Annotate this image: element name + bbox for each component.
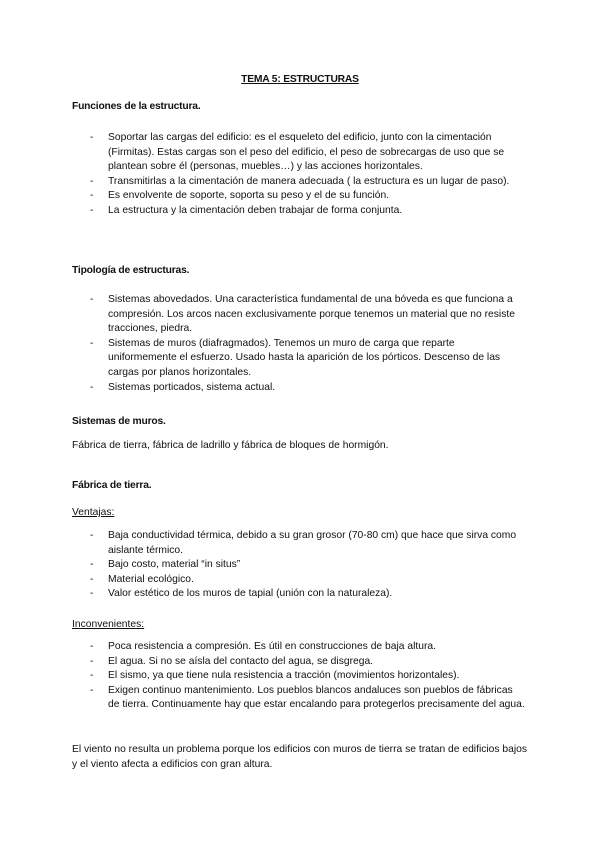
list-item: - Baja conductividad térmica, debido a su gran grosor (70-80 cm) que hace que sirva como aislante térmico. bbox=[90, 529, 526, 558]
heading-fabrica-tierra: Fábrica de tierra. bbox=[72, 480, 152, 491]
list-funciones bbox=[90, 131, 526, 219]
list-item: - Valor estético de los muros de tapial (unión con la naturaleza). bbox=[90, 587, 526, 602]
list-item: - Sistemas de muros (diafragmados). Tenemos un muro de carga que reparte uniformemente el esfuerzo. Usado hasta la aparición de los pórticos. Descenso de las cargas por planos horizontales. bbox=[90, 337, 526, 381]
list-item: - Sistemas porticados, sistema actual. bbox=[90, 381, 526, 396]
list-tipologia bbox=[90, 293, 526, 395]
list-item: - Material ecológico. bbox=[90, 573, 526, 588]
list-ventajas bbox=[90, 529, 526, 602]
document-title: TEMA 5: ESTRUCTURAS bbox=[241, 74, 359, 85]
label-inconvenientes: Inconvenientes: bbox=[72, 619, 145, 630]
list-item: - Exigen continuo mantenimiento. Los pueblos blancos andaluces son pueblos de fábricas de tierra. Continuamente hay que estar encalando para protegerlos precisamente del agua. bbox=[90, 684, 526, 713]
list-item: - Transmitirlas a la cimentación de manera adecuada ( la estructura es un lugar de paso). bbox=[90, 175, 526, 190]
list-item: - El sismo, ya que tiene nula resistencia a tracción (movimientos horizontales). bbox=[90, 669, 526, 684]
list-item: - El agua. Si no se aísla del contacto del agua, se disgrega. bbox=[90, 655, 526, 670]
heading-tipologia: Tipología de estructuras. bbox=[72, 265, 190, 276]
heading-sistemas-muros: Sistemas de muros. bbox=[72, 416, 166, 427]
heading-funciones: Funciones de la estructura. bbox=[72, 101, 201, 112]
list-item: - Soportar las cargas del edificio: es el esqueleto del edificio, junto con la cimentación (Firmitas). Estas cargas son el peso del edificio, el peso de sobrecargas de uso que se plantean sobre él (personas, muebles…) y las acciones horizontales. bbox=[90, 131, 526, 175]
label-ventajas: Ventajas: bbox=[72, 507, 115, 518]
list-inconvenientes bbox=[90, 640, 526, 713]
paragraph-sistemas-muros: Fábrica de tierra, fábrica de ladrillo y fábrica de bloques de hormigón. bbox=[72, 440, 389, 451]
list-item: - Es envolvente de soporte, soporta su peso y el de su función. bbox=[90, 189, 526, 204]
paragraph-closing: El viento no resulta un problema porque los edificios con muros de tierra se tratan de edificios bajos y el viento afecta a edificios con gran altura. bbox=[72, 744, 528, 770]
list-item: - Sistemas abovedados. Una característica fundamental de una bóveda es que funciona a compresión. Los arcos nacen exclusivamente porque tenemos un material que no resiste tracciones, piedra. bbox=[90, 293, 526, 337]
list-item: - Poca resistencia a compresión. Es útil en construcciones de baja altura. bbox=[90, 640, 526, 655]
list-item: - Bajo costo, material “in situs” bbox=[90, 558, 526, 573]
list-item: - La estructura y la cimentación deben trabajar de forma conjunta. bbox=[90, 204, 526, 219]
